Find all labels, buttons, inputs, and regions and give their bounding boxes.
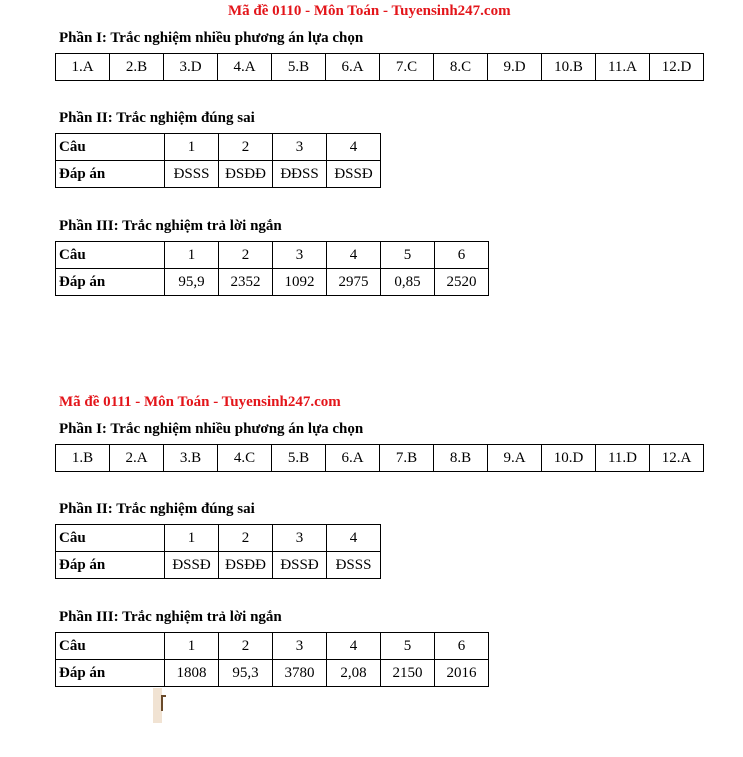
part2-title: Phần II: Trắc nghiệm đúng sai bbox=[59, 501, 255, 517]
question-cell: 3 bbox=[273, 525, 327, 552]
table-row bbox=[56, 445, 704, 472]
answer-cell: 1092 bbox=[273, 269, 327, 296]
row-label: Câu bbox=[56, 633, 165, 660]
short-answer-table bbox=[55, 241, 489, 296]
answer-cell: ĐSSĐ bbox=[273, 552, 327, 579]
table-row bbox=[56, 552, 381, 579]
answer-cell: 6.A bbox=[326, 54, 380, 81]
answer-cell: 12.A bbox=[650, 445, 704, 472]
row-label: Đáp án bbox=[56, 552, 165, 579]
answer-cell: 2.A bbox=[110, 445, 164, 472]
answer-cell: 10.B bbox=[542, 54, 596, 81]
answer-cell: ĐSĐĐ bbox=[219, 552, 273, 579]
answer-cell: 2150 bbox=[381, 660, 435, 687]
part3-title: Phần III: Trắc nghiệm trả lời ngắn bbox=[59, 609, 282, 625]
answer-cell: ĐSSS bbox=[165, 161, 219, 188]
answer-cell: 8.C bbox=[434, 54, 488, 81]
question-cell: 4 bbox=[327, 134, 381, 161]
part2-title: Phần II: Trắc nghiệm đúng sai bbox=[59, 110, 255, 126]
question-cell: 3 bbox=[273, 242, 327, 269]
answer-cell: 5.B bbox=[272, 445, 326, 472]
multiple-choice-table bbox=[55, 53, 704, 81]
answer-cell: 9.D bbox=[488, 54, 542, 81]
row-label: Đáp án bbox=[56, 269, 165, 296]
answer-cell: 11.D bbox=[596, 445, 650, 472]
answer-cell: 9.A bbox=[488, 445, 542, 472]
question-cell: 1 bbox=[165, 633, 219, 660]
answer-cell: 95,9 bbox=[165, 269, 219, 296]
row-label: Đáp án bbox=[56, 161, 165, 188]
table-row bbox=[56, 134, 381, 161]
answer-cell: 4.C bbox=[218, 445, 272, 472]
answer-cell: ĐSSĐ bbox=[165, 552, 219, 579]
answer-cell: 7.C bbox=[380, 54, 434, 81]
answer-cell: 12.D bbox=[650, 54, 704, 81]
answer-cell: 2,08 bbox=[327, 660, 381, 687]
answer-cell: ĐSSĐ bbox=[327, 161, 381, 188]
question-cell: 6 bbox=[435, 633, 489, 660]
answer-cell: 5.B bbox=[272, 54, 326, 81]
multiple-choice-table bbox=[55, 444, 704, 472]
true-false-table bbox=[55, 133, 381, 188]
question-cell: 1 bbox=[165, 525, 219, 552]
answer-cell: 2352 bbox=[219, 269, 273, 296]
row-label: Câu bbox=[56, 134, 165, 161]
part1-title: Phần I: Trắc nghiệm nhiều phương án lựa chọn bbox=[59, 421, 364, 437]
answer-cell: 3.B bbox=[164, 445, 218, 472]
question-cell: 2 bbox=[219, 134, 273, 161]
answer-cell: 0,85 bbox=[381, 269, 435, 296]
short-answer-table bbox=[55, 632, 489, 687]
answer-cell: 1.B bbox=[56, 445, 110, 472]
answer-cell: 4.A bbox=[218, 54, 272, 81]
question-cell: 2 bbox=[219, 633, 273, 660]
question-cell: 4 bbox=[327, 525, 381, 552]
table-row bbox=[56, 269, 489, 296]
question-cell: 3 bbox=[273, 134, 327, 161]
true-false-table bbox=[55, 524, 381, 579]
answer-cell: ĐĐSS bbox=[273, 161, 327, 188]
part3-title: Phần III: Trắc nghiệm trả lời ngắn bbox=[59, 218, 282, 234]
answer-cell: 1.A bbox=[56, 54, 110, 81]
table-row bbox=[56, 660, 489, 687]
question-cell: 4 bbox=[327, 633, 381, 660]
answer-cell: 2520 bbox=[435, 269, 489, 296]
question-cell: 2 bbox=[219, 525, 273, 552]
answer-cell: 11.A bbox=[596, 54, 650, 81]
table-row bbox=[56, 633, 489, 660]
answer-cell: 7.B bbox=[380, 445, 434, 472]
question-cell: 4 bbox=[327, 242, 381, 269]
question-cell: 5 bbox=[381, 242, 435, 269]
answer-cell: ĐSSS bbox=[327, 552, 381, 579]
row-label: Câu bbox=[56, 242, 165, 269]
question-cell: 1 bbox=[165, 134, 219, 161]
table-row bbox=[56, 242, 489, 269]
exam-title: Mã đề 0110 - Môn Toán - Tuyensinh247.com bbox=[228, 3, 511, 19]
answer-cell: 3.D bbox=[164, 54, 218, 81]
answer-cell: 2.B bbox=[110, 54, 164, 81]
text-cursor-icon bbox=[161, 695, 163, 711]
answer-cell: 1808 bbox=[165, 660, 219, 687]
question-cell: 1 bbox=[165, 242, 219, 269]
answer-cell: 2975 bbox=[327, 269, 381, 296]
row-label: Đáp án bbox=[56, 660, 165, 687]
question-cell: 6 bbox=[435, 242, 489, 269]
answer-cell: 3780 bbox=[273, 660, 327, 687]
row-label: Câu bbox=[56, 525, 165, 552]
answer-cell: ĐSĐĐ bbox=[219, 161, 273, 188]
part1-title: Phần I: Trắc nghiệm nhiều phương án lựa chọn bbox=[59, 30, 364, 46]
answer-cell: 8.B bbox=[434, 445, 488, 472]
text-cursor-serif bbox=[161, 695, 166, 697]
table-row bbox=[56, 54, 704, 81]
table-row bbox=[56, 161, 381, 188]
answer-cell: 6.A bbox=[326, 445, 380, 472]
table-row bbox=[56, 525, 381, 552]
question-cell: 3 bbox=[273, 633, 327, 660]
answer-cell: 10.D bbox=[542, 445, 596, 472]
answer-cell: 95,3 bbox=[219, 660, 273, 687]
answer-cell: 2016 bbox=[435, 660, 489, 687]
question-cell: 2 bbox=[219, 242, 273, 269]
question-cell: 5 bbox=[381, 633, 435, 660]
exam-title: Mã đề 0111 - Môn Toán - Tuyensinh247.com bbox=[59, 394, 341, 410]
